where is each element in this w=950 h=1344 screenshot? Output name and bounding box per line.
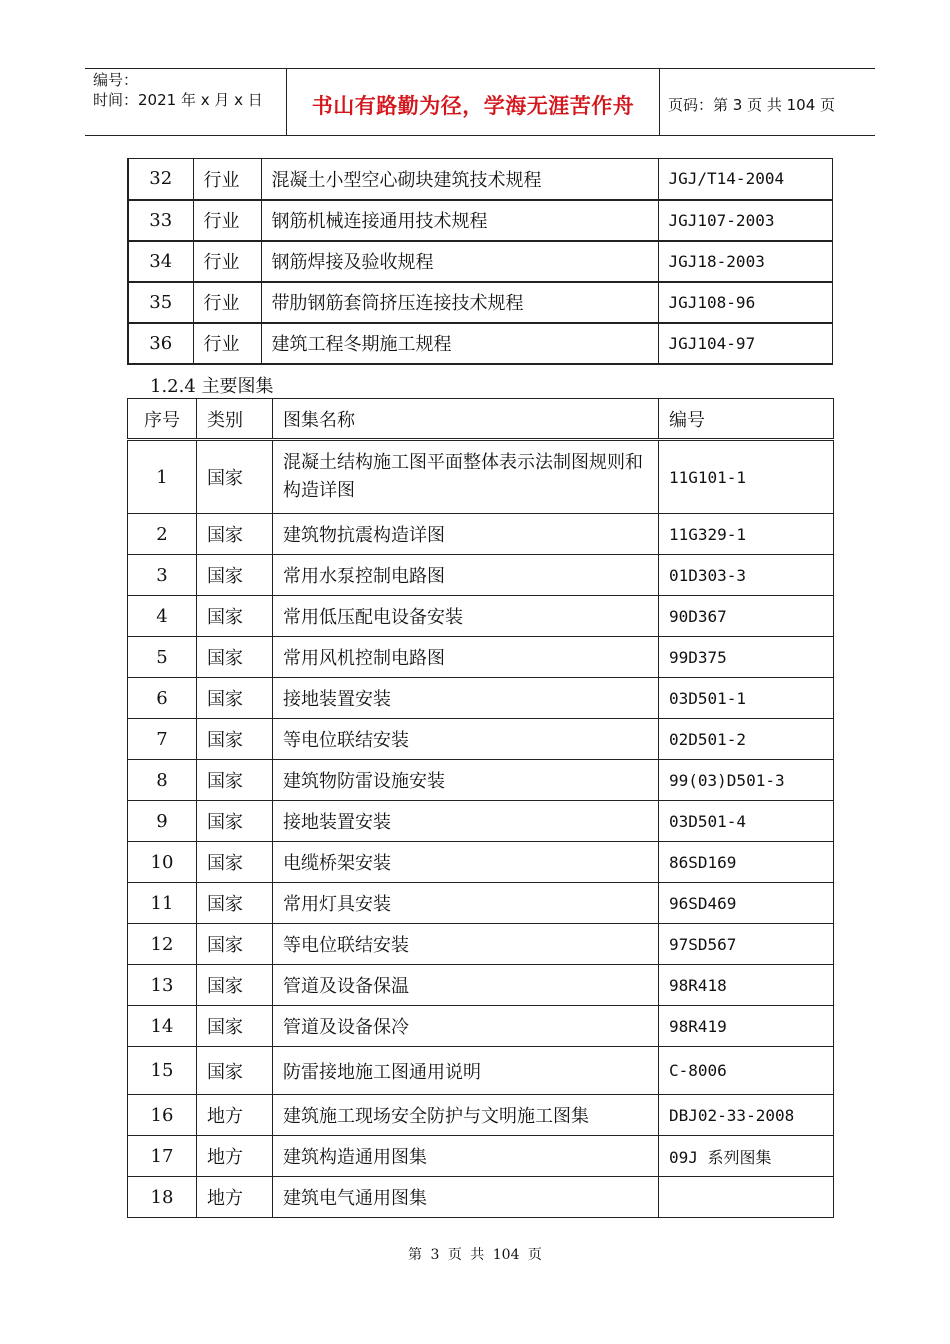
row-number: 18 (128, 1177, 197, 1218)
row-code: 11G101-1 (659, 440, 834, 514)
row-name: 混凝土小型空心砌块建筑技术规程 (261, 159, 658, 200)
row-name: 钢筋机械连接通用技术规程 (261, 200, 658, 241)
table-row (128, 440, 834, 514)
row-type: 国家 (197, 760, 273, 801)
row-type: 国家 (197, 514, 273, 555)
header-number: 序号 (128, 399, 197, 440)
row-name: 建筑工程冬期施工规程 (261, 323, 658, 364)
row-number: 9 (128, 801, 197, 842)
row-name: 管道及设备保冷 (273, 1006, 659, 1047)
row-number: 5 (128, 637, 197, 678)
row-number: 14 (128, 1006, 197, 1047)
row-number: 34 (128, 241, 193, 282)
row-name: 建筑施工现场安全防护与文明施工图集 (273, 1095, 659, 1136)
row-type: 国家 (197, 801, 273, 842)
row-number: 15 (128, 1047, 197, 1095)
row-code: 96SD469 (659, 883, 834, 924)
document-time-label: 时间：2021 年 x 月 x 日 (93, 91, 263, 109)
table-row (128, 883, 834, 924)
table-row (128, 801, 834, 842)
row-type: 行业 (193, 323, 261, 364)
row-name: 电缆桥架安装 (273, 842, 659, 883)
row-code: 09J 系列图集 (659, 1136, 834, 1177)
row-code: 97SD567 (659, 924, 834, 965)
row-type: 国家 (197, 965, 273, 1006)
header-name: 图集名称 (273, 399, 659, 440)
row-name: 建筑物抗震构造详图 (273, 514, 659, 555)
header-meta-cell (85, 69, 286, 135)
row-name: 混凝土结构施工图平面整体表示法制图规则和构造详图 (273, 440, 659, 514)
row-number: 2 (128, 514, 197, 555)
table-row (128, 282, 832, 323)
row-type: 行业 (193, 241, 261, 282)
row-name: 接地装置安装 (273, 678, 659, 719)
row-number: 6 (128, 678, 197, 719)
table-header-row (128, 399, 834, 440)
atlas-table (127, 398, 834, 1218)
row-code: JGJ18-2003 (658, 241, 832, 282)
table-row (128, 965, 834, 1006)
table-row (128, 323, 832, 364)
table-row (128, 760, 834, 801)
row-code: JGJ/T14-2004 (658, 159, 832, 200)
table-row (128, 1006, 834, 1047)
table-row (128, 924, 834, 965)
document-number-label: 编号： (93, 71, 139, 89)
row-code: 02D501-2 (659, 719, 834, 760)
table-row (128, 1095, 834, 1136)
row-code: JGJ107-2003 (658, 200, 832, 241)
table-row (128, 1177, 834, 1218)
row-code: DBJ02-33-2008 (659, 1095, 834, 1136)
page-footer: 第 3 页 共 104 页 (408, 1247, 542, 1263)
row-number: 35 (128, 282, 193, 323)
row-type: 国家 (197, 1047, 273, 1095)
row-type: 行业 (193, 200, 261, 241)
table-row (128, 1136, 834, 1177)
row-number: 12 (128, 924, 197, 965)
row-code: 99D375 (659, 637, 834, 678)
row-type: 国家 (197, 440, 273, 514)
page-header (85, 68, 875, 136)
row-code: 90D367 (659, 596, 834, 637)
row-name: 建筑构造通用图集 (273, 1136, 659, 1177)
row-code: 01D303-3 (659, 555, 834, 596)
table-row (128, 241, 832, 282)
row-name: 防雷接地施工图通用说明 (273, 1047, 659, 1095)
header-page-cell (660, 69, 875, 135)
row-number: 11 (128, 883, 197, 924)
row-name: 常用水泵控制电路图 (273, 555, 659, 596)
header-type: 类别 (197, 399, 273, 440)
table-row (128, 596, 834, 637)
row-name: 常用灯具安装 (273, 883, 659, 924)
row-number: 1 (128, 440, 197, 514)
row-type: 地方 (197, 1136, 273, 1177)
row-code: JGJ104-97 (658, 323, 832, 364)
header-code: 编号 (659, 399, 834, 440)
row-code: 11G329-1 (659, 514, 834, 555)
header-page-number: 页码：第 3 页 共 104 页 (668, 96, 836, 114)
row-name: 等电位联结安装 (273, 719, 659, 760)
row-name: 接地装置安装 (273, 801, 659, 842)
row-code (659, 1177, 834, 1218)
row-type: 国家 (197, 596, 273, 637)
row-code: 86SD169 (659, 842, 834, 883)
row-number: 13 (128, 965, 197, 1006)
row-type: 国家 (197, 637, 273, 678)
table-row (128, 514, 834, 555)
header-slogan-cell (286, 69, 660, 135)
table-row (128, 719, 834, 760)
row-name: 等电位联结安装 (273, 924, 659, 965)
row-name: 钢筋焊接及验收规程 (261, 241, 658, 282)
row-type: 国家 (197, 678, 273, 719)
section-title: 1.2.4 主要图集 (150, 376, 274, 397)
row-number: 16 (128, 1095, 197, 1136)
row-number: 32 (128, 159, 193, 200)
table-row (128, 1047, 834, 1095)
row-type: 国家 (197, 842, 273, 883)
row-number: 8 (128, 760, 197, 801)
row-type: 行业 (193, 282, 261, 323)
row-type: 地方 (197, 1095, 273, 1136)
row-name: 常用风机控制电路图 (273, 637, 659, 678)
row-code: 98R418 (659, 965, 834, 1006)
row-code: 03D501-4 (659, 801, 834, 842)
row-number: 17 (128, 1136, 197, 1177)
row-name: 建筑电气通用图集 (273, 1177, 659, 1218)
row-code: JGJ108-96 (658, 282, 832, 323)
table-row (128, 842, 834, 883)
row-name: 带肋钢筋套筒挤压连接技术规程 (261, 282, 658, 323)
row-number: 4 (128, 596, 197, 637)
row-type: 国家 (197, 883, 273, 924)
row-code: 99(03)D501-3 (659, 760, 834, 801)
table-row (128, 159, 832, 200)
row-name: 管道及设备保温 (273, 965, 659, 1006)
row-name: 常用低压配电设备安装 (273, 596, 659, 637)
row-code: 98R419 (659, 1006, 834, 1047)
row-number: 3 (128, 555, 197, 596)
row-type: 国家 (197, 719, 273, 760)
table-row (128, 200, 832, 241)
row-type: 国家 (197, 1006, 273, 1047)
standards-table (127, 158, 833, 365)
header-slogan: 书山有路勤为径，学海无涯苦作舟 (311, 94, 635, 118)
row-number: 36 (128, 323, 193, 364)
row-number: 33 (128, 200, 193, 241)
row-code: C-8006 (659, 1047, 834, 1095)
table-row (128, 555, 834, 596)
row-code: 03D501-1 (659, 678, 834, 719)
row-type: 行业 (193, 159, 261, 200)
row-name: 建筑物防雷设施安装 (273, 760, 659, 801)
table-row (128, 637, 834, 678)
table-row (128, 678, 834, 719)
row-number: 7 (128, 719, 197, 760)
row-type: 国家 (197, 924, 273, 965)
row-number: 10 (128, 842, 197, 883)
row-type: 国家 (197, 555, 273, 596)
row-type: 地方 (197, 1177, 273, 1218)
